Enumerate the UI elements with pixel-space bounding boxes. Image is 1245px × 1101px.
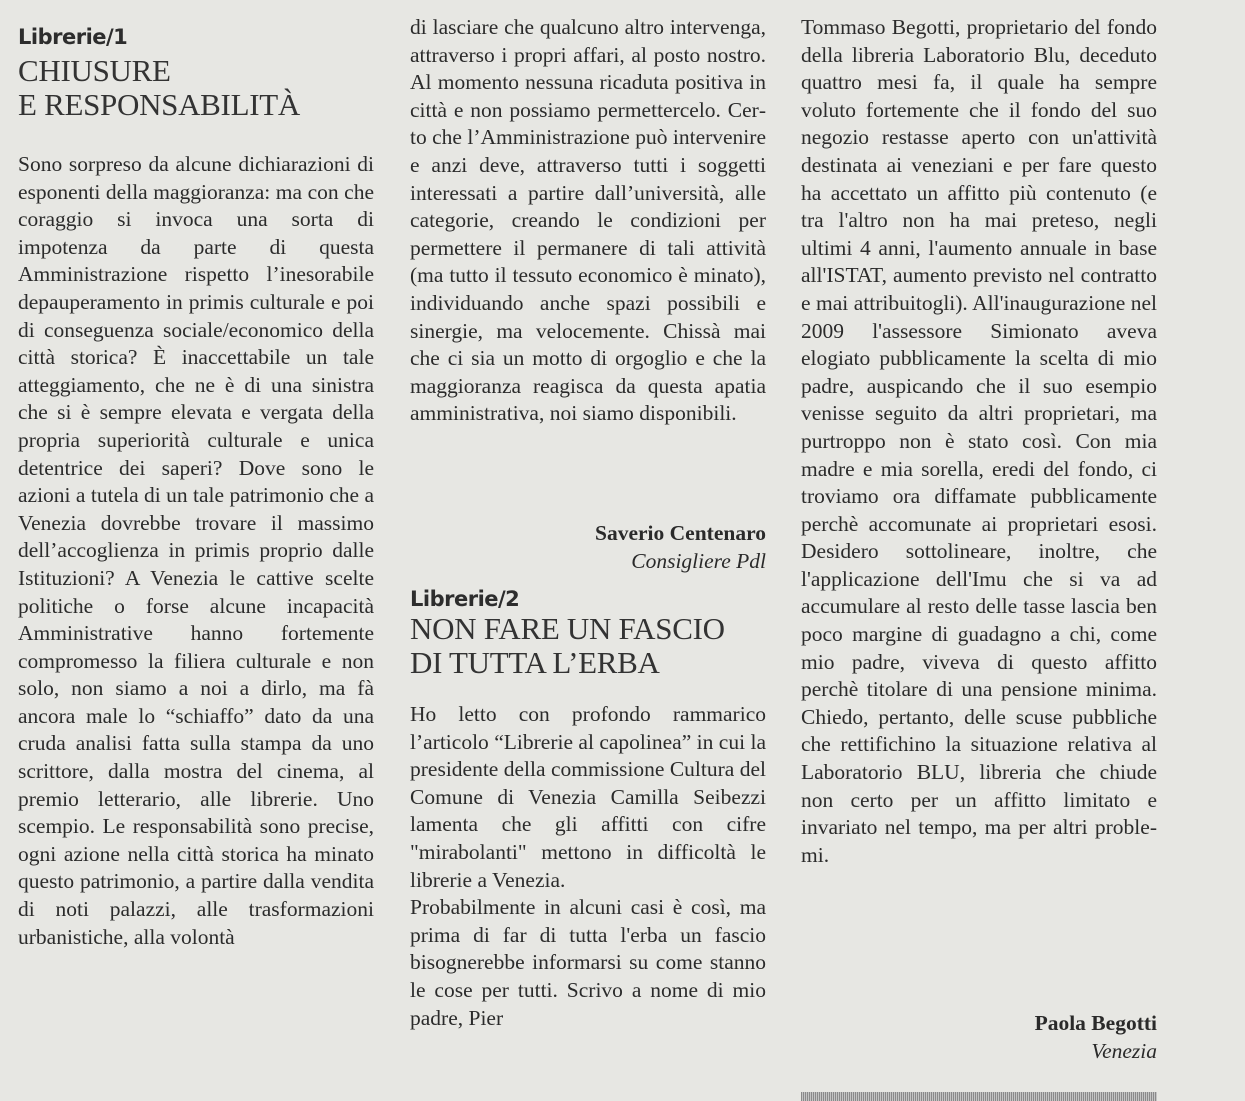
letter1-paragraph: Sono sorpreso da alcune dichiarazioni di esponenti della maggioranza: ma con che coraggio si invoca una sorta di impotenza da parte di questa Amministrazione rispetto l’inesorabile depauperamento in primis culturale e poi di conseguenza sociale/economico della città storica? È inaccettabile un tale atteggiamento, che ne è di una sinistra che si è sempre elevata e vergata della propria superiorità culturale e unica detentrice dei saperi? Dove sono le azioni a tutela di un tale patrimonio che a Venezia dovrebbe trovare il massimo dell’accoglienza in primis proprio dalle Istituzioni? A Venezia le cattive scelte politiche o forse alcune incapacità Amministrative hanno fortemente compromesso la filiera culturale e non solo, non siamo a noi a dirlo, ma fà ancora male lo “schiaffo” dato da una cruda analisi fatta sulla stampa da uno scrittore, dalla mostra del cinema, al premio letterario, alle librerie. Uno scempio. Le responsabilità sono precise, ogni azione nella città storica ha minato questo patrimonio, a partire dalla vendita di noti palazzi, alle trasformazioni urbanistiche, alla volontà <box>18 152 374 949</box>
letter2-headline-line2: DI TUTTA L’ERBA <box>410 645 660 680</box>
letter1-kicker: Librerie/1 <box>18 25 128 49</box>
letter2-paragraph-1: Ho letto con profondo rammarico l’articolo “Librerie al capolinea” in cui la presidente della commissione Cultura del Comune di Venezia Camilla Seibezzi lamenta che gli affitti con cifre "mirabolanti" mettono in difficoltà le librerie a Venezia. <box>410 702 766 892</box>
letter2-headline-line1: NON FARE UN FASCIO <box>410 611 725 646</box>
letter2-body-part2 <box>801 14 1157 869</box>
column-divider-rule <box>801 1092 1157 1101</box>
letter2-signature-role: Venezia <box>1091 1039 1157 1063</box>
letter1-headline <box>18 54 374 122</box>
letter2-headline <box>410 612 766 680</box>
letter1-signature-name: Saverio Centenaro <box>595 521 766 545</box>
letter1-body-part1 <box>18 151 374 951</box>
letter2-body-part1 <box>410 701 766 1032</box>
letter1-paragraph-continued: di lasciare che qualcuno altro intervenga, attraverso i propri affari, al posto nostro. Al momento nessuna ricaduta positiva in città e non possiamo permettercelo. Certo che l’Amministrazione può intervenire e anzi deve, attraverso tutti i soggetti interessati a partire dall’università, alle categorie, creando le condizioni per permettere il permanere di tali attività (ma tutto il tessuto economico è minato), individuando anche spazi possibili e sinergie, ma velocemente. Chissà mai che ci sia un motto di orgoglio e che la maggioranza reagisca da questa apatia amministrativa, noi siamo disponibili. <box>410 15 766 426</box>
letter1-signature <box>410 519 766 575</box>
letter2-signature <box>801 1009 1157 1065</box>
letter2-signature-name: Paola Begotti <box>1034 1011 1157 1035</box>
letter2-paragraph-continued: Tommaso Begotti, proprietario del fondo della libreria Laboratorio Blu, deceduto quattro mesi fa, il quale ha sempre voluto fortemente che il fondo del suo negozio restasse aperto con un'attività destinata ai veneziani e per fare questo ha accettato un affitto più contenuto (e tra l'altro non ha mai preteso, negli ultimi 4 anni, l'aumento annuale in base all'ISTAT, aumento previsto nel contratto e mai attribuitogli). All'inaugurazione nel 2009 l'assessore Simionato aveva elogiato pubblicamente la scelta di mio padre, auspicando che il suo esempio venisse seguito da altri proprietari, ma purtroppo non è stato così. Con mia madre e mia sorella, eredi del fondo, ci troviamo ora diffamate pubblicamente perchè accomunate ai proprietari esosi. Desidero sottolineare, inoltre, che l'applicazione dell'Imu che si va ad accumulare al resto delle tasse lascia ben poco margine di guadagno a chi, come mio padre, viveva di questo affitto perchè titolare di una pensione minima. Chiedo, pertanto, delle scuse pubbliche che rettifichino la situazione relativa al Laboratorio BLU, libreria che chiude non certo per un affitto limitato e invariato nel tempo, ma per altri problemi. <box>801 15 1157 867</box>
letter1-headline-line1: CHIUSURE <box>18 53 171 88</box>
letter2-kicker: Librerie/2 <box>410 587 520 611</box>
letter2-paragraph-2: Probabilmente in alcuni casi è così, ma prima di far di tutta l'erba un fascio bisognerebbe informarsi su come stanno le cose per tutti. Scrivo a nome di mio padre, Pier <box>410 895 766 1030</box>
letter1-signature-role: Consigliere Pdl <box>631 549 766 573</box>
letter1-body-part2 <box>410 14 766 428</box>
letter1-headline-line2: E RESPONSABILITÀ <box>18 87 300 122</box>
